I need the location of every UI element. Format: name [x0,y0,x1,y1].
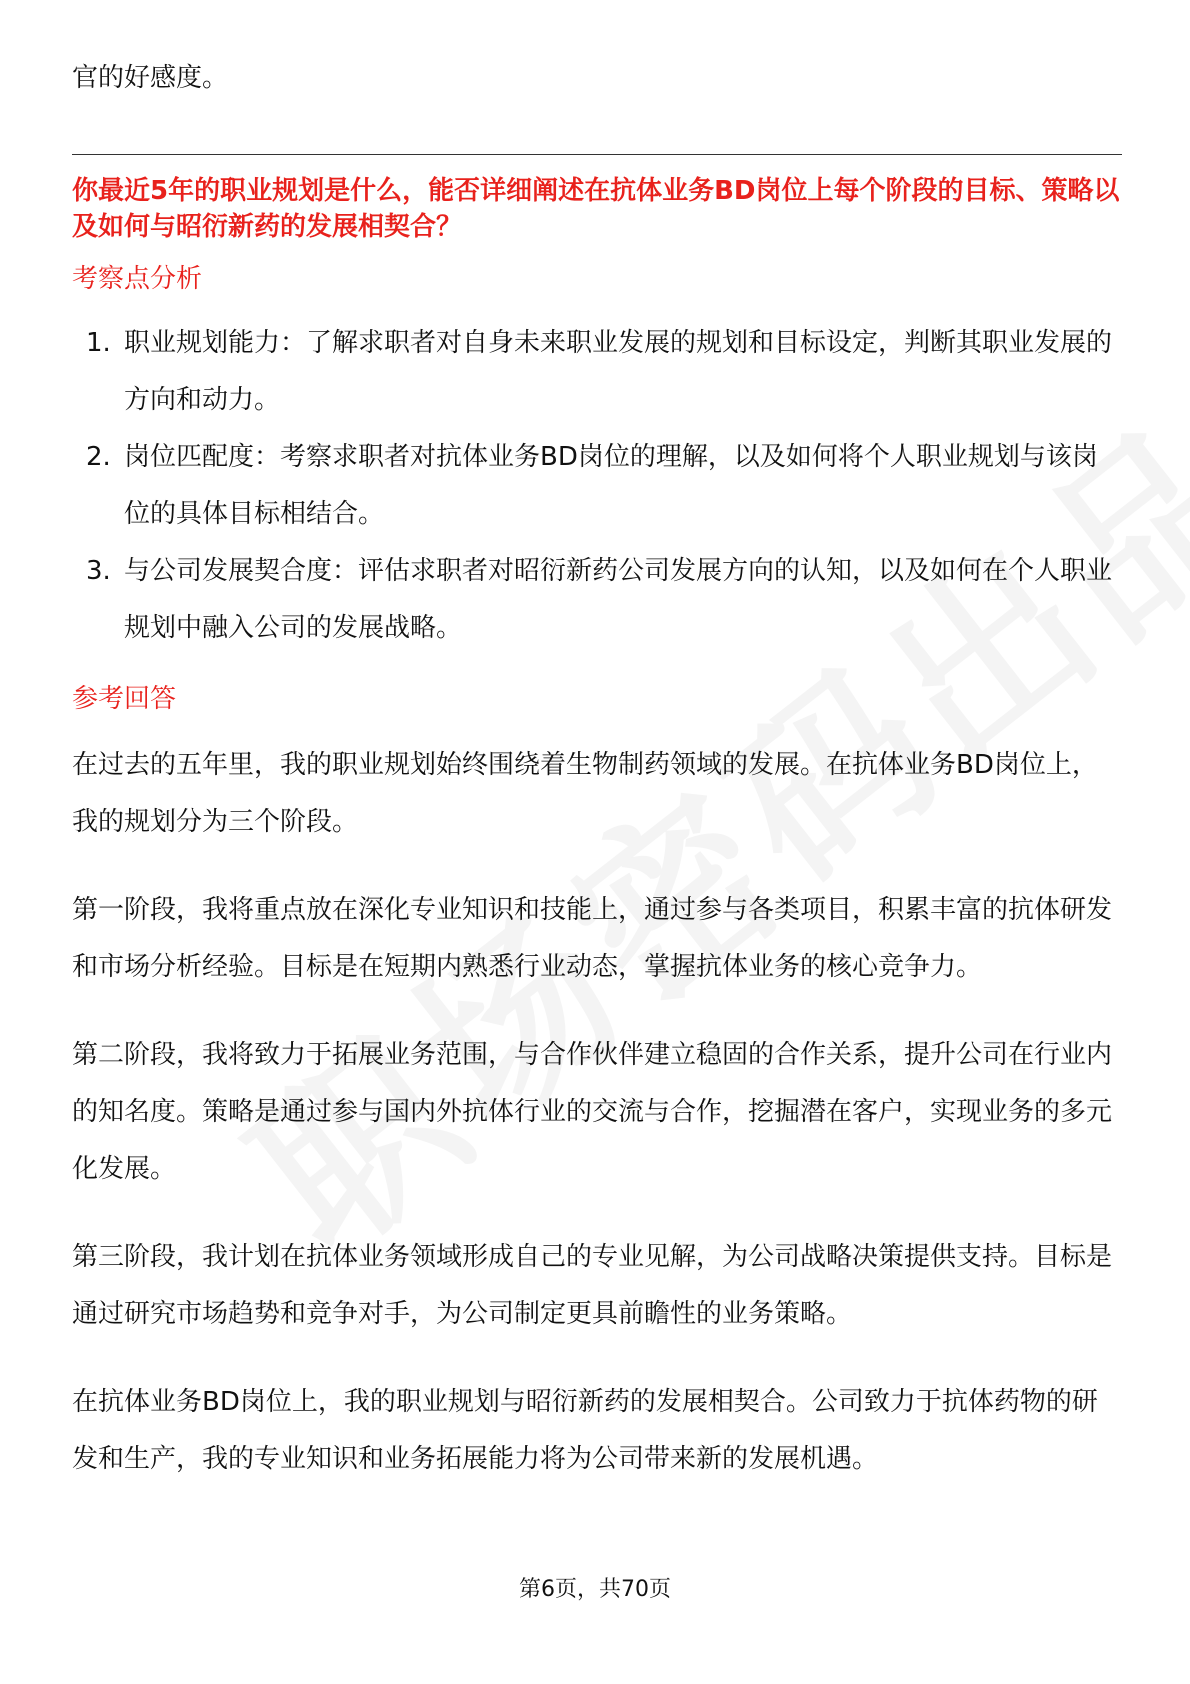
answer-body [72,737,1122,1488]
analysis-item-number: 2. [86,442,111,472]
analysis-item-number: 3. [86,556,111,586]
analysis-item [72,315,1122,429]
analysis-heading: 考察点分析 [72,264,203,294]
section-divider [72,154,1122,155]
analysis-item [72,429,1122,543]
question-title: 你最近5年的职业规划是什么，能否详细阐述在抗体业务BD岗位上每个阶段的目标、策略以及如何与昭衍新药的发展相契合？ [72,176,1120,242]
page-number: 第6页，共70页 [519,1577,671,1602]
analysis-item-text: 与公司发展契合度：评估求职者对昭衍新药公司发展方向的认知，以及如何在个人职业规划中融入公司的发展战略。 [124,556,1113,643]
answer-paragraph: 在过去的五年里，我的职业规划始终围绕着生物制药领域的发展。在抗体业务BD岗位上，我的规划分为三个阶段。 [72,750,1098,837]
analysis-item-text: 岗位匹配度：考察求职者对抗体业务BD岗位的理解，以及如何将个人职业规划与该岗位的具体目标相结合。 [124,442,1098,529]
analysis-list [72,315,1122,657]
page-content [72,50,1122,1519]
answer-paragraph: 第三阶段，我计划在抗体业务领域形成自己的专业见解，为公司战略决策提供支持。目标是通过研究市场趋势和竞争对手，为公司制定更具前瞻性的业务策略。 [72,1242,1113,1329]
analysis-item-number: 1. [86,328,111,358]
answer-paragraph: 在抗体业务BD岗位上，我的职业规划与昭衍新药的发展相契合。公司致力于抗体药物的研发和生产，我的专业知识和业务拓展能力将为公司带来新的发展机遇。 [72,1387,1098,1474]
analysis-item [72,543,1122,657]
answer-paragraph: 第一阶段，我将重点放在深化专业知识和技能上，通过参与各类项目，积累丰富的抗体研发和市场分析经验。目标是在短期内熟悉行业动态，掌握抗体业务的核心竞争力。 [72,895,1113,982]
answer-paragraph: 第二阶段，我将致力于拓展业务范围，与合作伙伴建立稳固的合作关系，提升公司在行业内的知名度。策略是通过参与国内外抗体行业的交流与合作，挖掘潜在客户，实现业务的多元化发展。 [72,1040,1113,1184]
answer-heading: 参考回答 [72,684,177,714]
intro-continuation: 官的好感度。 [72,63,229,93]
analysis-item-text: 职业规划能力：了解求职者对自身未来职业发展的规划和目标设定，判断其职业发展的方向和动力。 [124,328,1113,415]
